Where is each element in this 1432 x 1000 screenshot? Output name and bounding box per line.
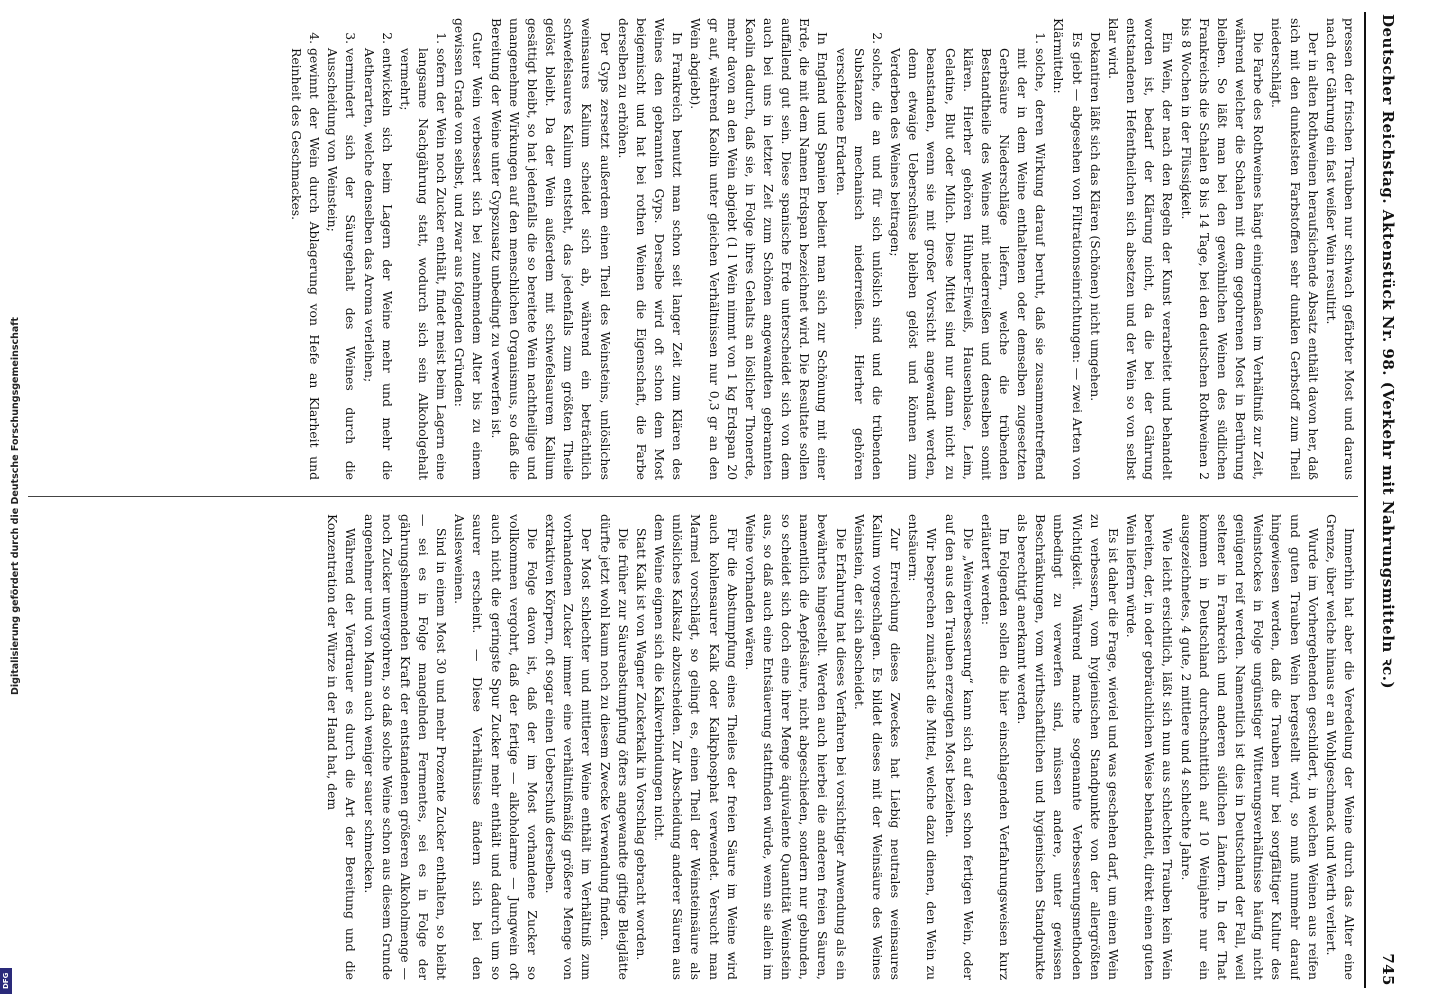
list-item: 4. gewinnt der Wein durch Ablagerung von Hefe an Klarheit und Reinheit des Geschmackes. (287, 48, 323, 480)
digitization-credit: Digitalisierung gefördert durch die Deutsche Forschungsgemeinschaft (10, 317, 21, 695)
column-divider (28, 496, 1358, 497)
paragraph: Während der Vierdrauer es durch die Art der Bereitung und die Konzentration der Würze in der Hand hat, dem (325, 514, 359, 980)
paragraph: Wurde im Vorhergehenden geschildert, in welchen Weinen aus reifen und guten Trauben Wein hergestellt wird, so muß nunmehr darauf hingewiesen werden, daß die Trauben nur bei sorgfältiger Kultur des Weinstockes in Folge ungünstiger Witterungsverhältnisse häufig nicht genügend reif werden. Namentlich ist dies in Deutschland der Fall, weil seltener in Frankreich und anderen südlichen Ländern. In der That kommen in Deutschland durchschnittlich auf 10 Weinjahre nur ein ausgezeichnetes, 4 gute, 2 mittlere und 4 schlechte Jahre. (1178, 514, 1321, 980)
paragraph: Guter Wein verbessert sich bei zunehmendem Alter bis zu einem gewissen Grade von selbst, und zwar aus folgenden Gründen: (452, 18, 486, 480)
paragraph: Die Folge davon ist, daß der im Most vorhandene Zucker so vollkommen vergohrt, daß der fertige — alkoholarme — Jungwein oft auch nicht die geringste Spur Zucker mehr enthält und dadurch um so saurer erscheint. — Diese Verhältnisse ändern sich bei den Auslesweinen. (452, 514, 540, 980)
paragraph: Der Most schlechter und mittlerer Weine enthält im Verhältniß zum vorhandenen Zucker immer eine verhältnißmäßig größere Menge von extraktiven Körpern, oft sogar einen Ueberschuß derselben. (543, 514, 595, 980)
header-rule (1364, 12, 1366, 988)
paragraph: Die „Weinverbesserung“ kann sich auf den schon fertigen Wein, oder auf den aus den Trauben erzeugten Most beziehen. (942, 514, 976, 980)
list-item: 1. sofern der Wein noch Zucker enthält, findet meist beim Lagern eine langsame Nachgährung statt, wodurch sich sein Alkoholgehalt vermehrt; (396, 48, 450, 480)
paragraph: Die Farbe des Rothweines hängt einigermaßen im Verhältniß zur Zeit, während welcher die Schalen mit dem gegohrenen Most in Berührung bleiben. So läßt man bei den gewöhnlichen Weinen des südlichen Frankreichs die Schalen 8 bis 14 Tage, bei den deutschen Rothweinen 2 bis 8 Wochen in der Flüssigkeit. (1178, 18, 1267, 480)
paragraph: Die Erfahrung hat dieses Verfahren bei vorsichtiger Anwendung als ein bewährtes hingestellt. Werden auch hierbei die anderen freien Säuren, namentlich die Aepfelsäure, nicht abgeschieden, sondern nur gebunden, so scheidet sich doch eine ihrer Menge äquivalente Quantität Weinstein aus, so daß auch eine Entsäuerung stattfinden würde, wenn sie allein im Weine vorhanden wären. (742, 514, 849, 980)
page-header (1368, 14, 1398, 986)
paragraph: pressen der frischen Trauben nur schwach gefärbter Most und daraus nach der Gährung ein fast weißer Wein resultirt. (1323, 18, 1357, 480)
paragraph: Dekantiren läßt sich das Klären (Schönen) nicht umgehen. (1087, 32, 1103, 402)
list-item: 2. entwickeln sich beim Lagern der Weine mehr und mehr die Aetherarten, welche denselben das Aroma verleihen; (359, 48, 395, 480)
right-column (18, 514, 1358, 980)
paragraph: Der Gyps zersetzt außerdem einen Theil des Weinsteins, unlösliches weinsaures Kalium scheidet sich ab, während ein beträchtlich schwefelsaures Kalium entsteht, das jedenfalls zum größten Theile gelöst bleibt. Da der Wein außerdem mit schwefelsaurem Kalium gesättigt bleibt, so hat jedenfalls die so bereitete Wein nachtheilige und unangenehme Wirkungen auf den menschlichen Organismus, so daß die Bereitung der Weine unter Gypszusatz unbedingt zu verwerfen ist. (488, 18, 613, 480)
paragraph: Ein Wein, der nach den Regeln der Kunst verarbeitet und behandelt worden ist, bedarf der Klärung nicht, da die bei der Gährung entstandenen Hefentheilchen sich absetzen und der Wein so von selbst klar wird. (1105, 18, 1176, 480)
paragraph: Im Folgenden sollen die hier einschlagenden Verfahrungsweisen kurz erläutert werden: (978, 514, 1013, 980)
paragraph: Sind in einem Most 30 und mehr Prozente Zucker enthalten, so bleibt — sei es in Folge mangelnden Fermentes, sei es in Folge der gährungshemmenden Kraft der entstandenen größeren Alkoholmenge — noch Zucker unvergohren, so daß solche Weine schon aus diesem Grunde angenehmer und von Mann auch weniger sauer schmecken. (361, 514, 450, 980)
paragraph: Der in alten Rothweinen heraufsichende Absatz enthält davon her, daß sich mit den dunkelsten Farbstoffen sehr dunklen Gerbstoff zum Theil niederschlägt. (1269, 18, 1321, 480)
paragraph: Für die Abstumpfung eines Theiles der freien Säure im Weine wird auch kohlensaurer Kalk oder Kalkphosphat verwendet. Versucht man Marmel vorschlägt, so gelingt es, einen Theil der Weinsteinsäure als unlösliches Kalksalz abzuscheiden. Zur Abscheidung anderer Säuren aus dem Weine eignen sich die Kalkverbindungen nicht. (652, 514, 740, 980)
list-item: 3. vermindert sich der Säuregehalt des Weines durch die Ausscheidung von Weinstein; (323, 48, 359, 480)
paragraph: In Frankreich benutzt man schon seit langer Zeit zum Klären des Weines den gebrannten Gyps. Derselbe wird oft schon dem Most beigemischt und hat bei rothen Weinen die Eigenschaft, die Farbe derselben zu erhöhen. (615, 18, 686, 480)
paragraph: Immerhin hat aber die Veredelung der Weine durch das Alter eine Grenze, über welche hinaus er an Wohlgeschmack und Werth verliert. (1323, 514, 1357, 980)
paragraph: Es ist daher die Frage, wieviel und was geschehen darf, um einen Wein zu verbessern, vom hygienischen Standpunkte von der allergrößten Wichtigkeit. Während manche sogenannte Verbesserungsmethoden unbedingt zu verwerfen sind, müssen andere, unter gewissen Beschränkungen, vom wirthschaftlichen und hygienischen Standpunkte als berechtigt anerkannt werden. (1015, 514, 1121, 980)
paragraph: In England und Spanien bedient man sich zur Schönung mit einer Erde, die mit dem Namen Erdspan bezeichnet wird. Die Resultate sollen auffallend gut sein. Diese spanische Erde unterscheidet sich von dem auch bei uns in letzter Zeit zum Schönen angewandten gebrannten Kaolin dadurch, daß sie, in Folge ihres Gehalts an löslicher Thonerde, mehr davon an den Wein abgiebt (1 l Wein nimmt von 1 kg Erdspan 20 gr auf, während Kaolin unter gleichen Verhältnissen nur 0,3 gr an den Wein abgiebt). (688, 18, 831, 480)
paragraph: Zur Erreichung dieses Zweckes hat Liebig neutrales weinsaures Kalium vorgeschlagen. Es bildet dieses mit der Weinsäure des Weines Weinstein, der sich abscheidet. (851, 514, 904, 980)
page-number: 745 (1379, 953, 1397, 986)
clarifier-list (831, 18, 1049, 480)
running-title: Deutscher Reichstag. Aktenstück Nr. 98. (Verkehr mit Nahrungsmitteln ꝛc.) (1379, 14, 1397, 690)
list-item: 1. solche, deren Wirkung darauf beruht, daß sie zusammentreffend mit der in dem Weine enthaltenen oder demselben zugesetzten Gerbsäure Niederschläge liefern, welche die trübenden Bestandtheile des Weines mit niederreißen und denselben somit klären. Hierher gehören Hühner-Eiweiß, Hausenblase, Leim, Gelatine, Blut oder Milch. Diese Mittel sind nur dann nicht zu beanstanden, wenn sie mit großer Vorsicht angewandt werden, denn etwaige Ueberschüsse bleiben gelöst und können zum Verderben des Weines beitragen; (886, 48, 1049, 480)
dfg-logo: DFG (0, 968, 12, 994)
paragraph: Wir besprechen zunächst die Mittel, welche dazu dienen, den Wein zu entsäuern: (906, 514, 940, 980)
paragraph: Die früher zur Säureabstumpfung öfters angewandte giftige Bleiglätte dürfte jetzt wohl kaum noch zu diesem Zwecke Verwendung finden. (597, 514, 631, 980)
left-column (18, 18, 1358, 480)
list-item: 2. solche, die an und für sich unlöslich sind und die trübenden Substanzen mechanisch niederreißen. Hierher gehören verschiedene Erdarten. (831, 48, 885, 480)
paragraph: Statt Kalk ist von Wagner Zuckerkalk in Vorschlag gebracht worden. (633, 528, 649, 961)
aging-reasons-list (287, 18, 450, 480)
paragraph: Es giebt — abgesehen von Filtrationseinrichtungen: — zwei Arten von Klärmitteln: (1051, 18, 1085, 480)
paragraph: Wie leicht ersichtlich, läßt sich nun aus schlechten Trauben kein Wein bereiten, der, in oder gebräuchlichen Weise behandelt, direkt einen guten Wein liefern würde. (1124, 514, 1176, 980)
